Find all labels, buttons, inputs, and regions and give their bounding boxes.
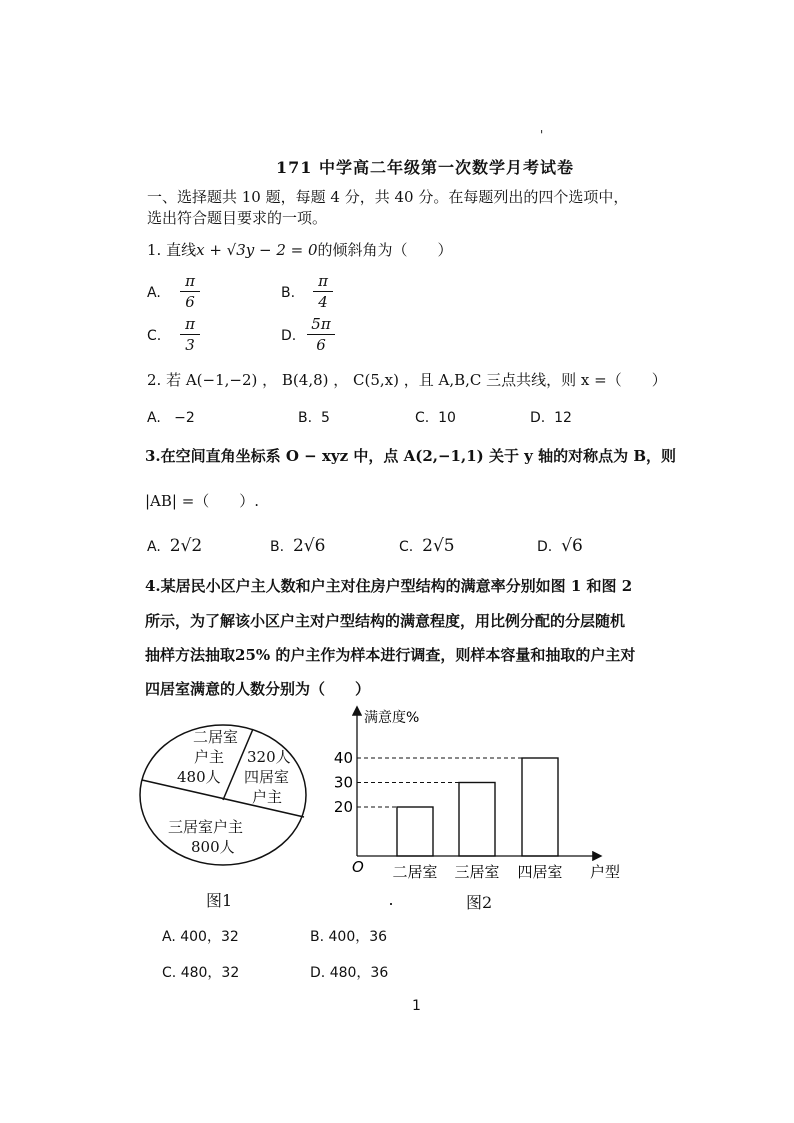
q4-option-c-letter: C. — [162, 965, 177, 981]
top-mark: ' — [540, 128, 544, 142]
q2-option-d-value: 12 — [554, 410, 572, 426]
q3-option-c-letter: C. — [399, 539, 414, 555]
fig2-caption: 图2 — [466, 893, 493, 912]
q2-option-a-value: −2 — [174, 410, 195, 426]
q1-stem-prefix: 1. 直线 — [147, 241, 197, 259]
q3-option-b-letter: B. — [270, 539, 285, 555]
q4-option-a — [162, 926, 239, 946]
q1-stem — [147, 239, 453, 260]
q2-option-b — [298, 410, 330, 426]
y-axis-label: 满意度% — [364, 710, 420, 726]
q4-option-b-value: 400，36 — [328, 929, 388, 945]
q1-stem-math: x + √3y − 2 = 0 — [196, 241, 318, 259]
q2-option-b-value: 5 — [320, 410, 330, 426]
pie-label-4room-2: 四居室 — [244, 768, 290, 786]
q3-option-d-letter: D. — [537, 539, 553, 555]
q3-option-d — [537, 536, 583, 556]
q2-option-d — [530, 410, 572, 426]
q4-option-c — [162, 962, 239, 982]
q4-option-b — [310, 926, 387, 946]
q4-line-3: 抽样方法抽取25% 的户主作为样本进行调查，则样本容量和抽取的户主对 — [145, 646, 636, 664]
q3-option-c-value: 2√5 — [422, 536, 455, 556]
q3-option-b — [270, 536, 325, 556]
q1-option-c-fraction — [180, 315, 200, 354]
q2-option-b-letter: B. — [298, 410, 313, 426]
origin-label: O — [352, 858, 364, 876]
page-number: 1 — [412, 998, 421, 1014]
x-tick-3room: 三居室 — [454, 863, 500, 880]
q4-line-4: 四居室满意的人数分别为（ ） — [145, 680, 371, 698]
q1-option-d-num: 5π — [311, 315, 331, 333]
q1-option-d-fraction — [307, 315, 335, 354]
q4-option-a-letter: A. — [162, 929, 176, 945]
q1-option-c-den: 3 — [185, 336, 195, 354]
bar-4room — [522, 758, 558, 856]
q1-option-d-letter: D. — [281, 328, 297, 344]
fig1-caption: 图1 — [206, 891, 233, 910]
fig2-bar-chart — [330, 700, 620, 880]
q4-line-1: 4.某居民小区户主人数和户主对住房户型结构的满意率分别如图 1 和图 2 — [145, 577, 633, 595]
q2-option-c-value: 10 — [438, 410, 456, 426]
y-tick-30: 30 — [333, 773, 353, 792]
pie-label-4room-1: 320人 — [247, 748, 291, 766]
q3-option-c — [399, 536, 455, 556]
pie-label-2room-2: 户主 — [194, 748, 225, 766]
q4-option-d-value: 480，36 — [329, 965, 389, 981]
bar-3room — [459, 783, 495, 857]
y-tick-20: 20 — [333, 798, 353, 816]
pie-label-4room-3: 户主 — [252, 788, 283, 806]
q4-option-c-value: 480，32 — [180, 965, 240, 981]
pie-label-2room-1: 二居室 — [193, 728, 239, 746]
q4-option-d — [310, 962, 388, 982]
bar-2room — [397, 807, 433, 856]
q1-option-a-fraction — [180, 272, 200, 311]
x-tick-4room: 四居室 — [517, 863, 563, 880]
q1-option-b-fraction — [313, 272, 333, 311]
section-heading-line1: 一、选择题共 10 题，每题 4 分，共 40 分。在每题列出的四个选项中， — [147, 188, 629, 206]
q4-option-b-letter: B. — [310, 929, 325, 945]
q1-option-b-letter: B. — [281, 285, 296, 301]
q2-option-a-letter: A. — [147, 410, 161, 426]
q3-stem-2: |AB| =（ ）. — [145, 492, 260, 510]
pie-label-3room-1: 三居室户主 — [168, 818, 244, 836]
q1-option-a-num: π — [185, 272, 195, 290]
q3-option-b-value: 2√6 — [292, 536, 326, 556]
q2-option-c — [415, 410, 456, 426]
fig2-stray-dot — [390, 903, 392, 905]
q2-stem: 2. 若 A(−1,−2) ， B(4,8) ， C(5,x) ，且 A,B,C 三点共线，则 x =（ ） — [147, 371, 667, 389]
q3-option-a — [147, 536, 202, 556]
q3-option-a-letter: A. — [147, 539, 161, 555]
q1-option-b-den: 4 — [318, 293, 328, 311]
q1-option-c-letter: C. — [147, 328, 162, 344]
section-heading-line2: 选出符合题目要求的一项。 — [147, 209, 328, 227]
x-axis-label: 户型 — [589, 863, 620, 880]
q2-option-d-letter: D. — [530, 410, 546, 426]
q1-stem-suffix: 的倾斜角为（ ） — [317, 241, 453, 259]
q1-option-d-den: 6 — [316, 336, 326, 354]
pie-label-2room-3: 480人 — [177, 768, 221, 786]
q4-option-a-value: 400，32 — [180, 929, 239, 945]
q4-line-2: 所示，为了解该小区户主对户型结构的满意程度，用比例分配的分层随机 — [145, 612, 626, 630]
q1-option-a-letter: A. — [147, 285, 161, 301]
q1-option-b-num: π — [318, 272, 328, 290]
q3-stem: 3.在空间直角坐标系 O − xyz 中，点 A(2,−1,1) 关于 y 轴的对称点为 B，则 — [145, 447, 677, 465]
y-tick-40: 40 — [333, 749, 353, 767]
page-title: 171 中学高二年级第一次数学月考试卷 — [276, 158, 574, 177]
q2-option-a — [147, 410, 195, 426]
pie-label-3room-2: 800人 — [191, 838, 235, 856]
q2-option-c-letter: C. — [415, 410, 430, 426]
q1-option-a-den: 6 — [185, 293, 195, 311]
q3-option-a-value: 2√2 — [169, 536, 203, 556]
q4-option-d-letter: D. — [310, 965, 326, 981]
q1-option-c-num: π — [185, 315, 195, 333]
x-tick-2room: 二居室 — [392, 863, 438, 880]
q3-option-d-value: √6 — [561, 536, 583, 556]
